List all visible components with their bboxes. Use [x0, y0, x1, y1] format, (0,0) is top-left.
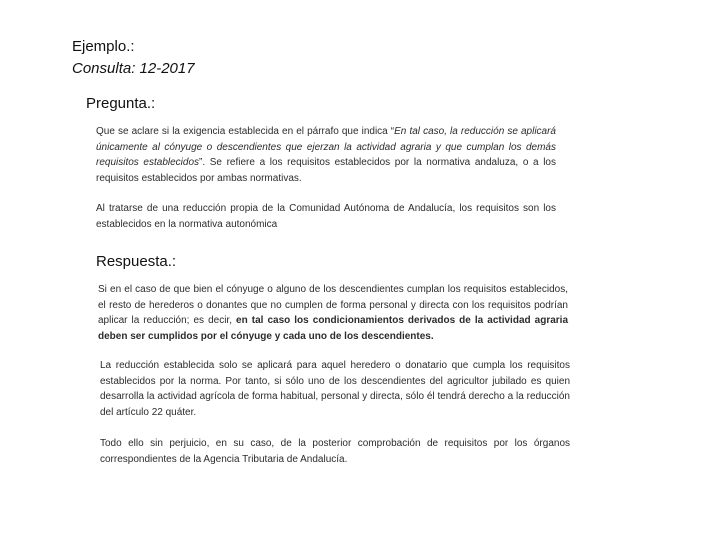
pregunta-paragraph-1 — [96, 124, 556, 186]
respuesta-paragraph-3: Todo ello sin perjuicio, en su caso, de la posterior comprobación de requisitos por los órganos correspondientes de la Agencia Tributaria de Andalucía. — [100, 438, 570, 465]
respuesta-paragraph-2: La reducción establecida solo se aplicará para aquel heredero o donatario que cumpla los requisitos establecidos por la norma. Por tanto, si sólo uno de los descendientes del agricultor jubilado es quien desarrolla la actividad agrícola de forma habitual, personal y directa, sólo él tendrá derecho a la reducción del artículo 22 quáter. — [100, 360, 570, 418]
respuesta-p1-intro: Si en el caso de que bien el cónyuge o alguno de los descendientes cumplan los requisitos establecidos, el resto de herederos o donantes que no cumplen de forma personal y directa con los requisitos podrían aplicar la reducción; es decir, — [98, 284, 568, 326]
consulta-label: Consulta: 12-2017 — [72, 60, 195, 77]
respuesta-p1-bold: en tal caso los condicionamientos derivados de la actividad agraria deben ser cumplidos por el cónyuge y cada uno de los descendientes. — [98, 315, 569, 342]
pregunta-paragraph-2: Al tratarse de una reducción propia de la Comunidad Autónoma de Andalucía, los requisitos son los establecidos en la normativa autonómica — [96, 203, 556, 230]
pregunta-heading: Pregunta.: — [86, 95, 156, 112]
pregunta-p1-rest: ”. Se refiere a los requisitos establecidos por la normativa andaluza, o a los requisitos establecidos por ambas normativas. — [96, 157, 556, 184]
respuesta-paragraph-1 — [98, 282, 568, 344]
respuesta-heading: Respuesta.: — [96, 253, 177, 270]
pregunta-p1-quote: En tal caso, la reducción se aplicará únicamente al cónyuge o descendientes que ejerzan la actividad agraria y que cumplan los demás requisitos establecidos — [96, 126, 556, 168]
example-label: Ejemplo.: — [72, 38, 135, 55]
pregunta-p1-intro: Que se aclare si la exigencia establecida en el párrafo que indica “ — [96, 126, 395, 137]
